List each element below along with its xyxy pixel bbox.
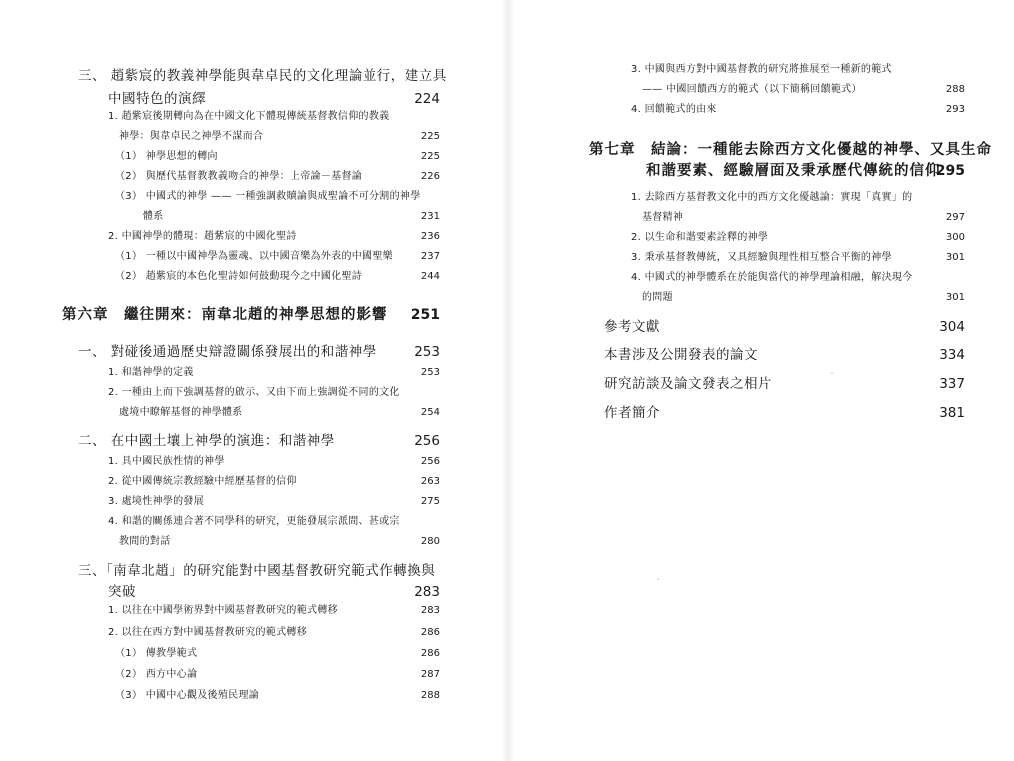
toc-page-number: 297	[945, 212, 965, 223]
toc-page-number: 225	[420, 131, 440, 142]
toc-page-number: 256	[420, 456, 440, 467]
toc-page-number: 293	[945, 104, 965, 115]
toc-page-number: 254	[420, 407, 440, 418]
toc-page-number: 288	[945, 84, 965, 95]
toc-page-number: 334	[939, 347, 965, 363]
toc-page-number: 256	[414, 433, 440, 449]
toc-page-number: 237	[420, 251, 440, 262]
toc-item: 1. 和諧神學的定義	[108, 367, 194, 378]
toc-subitem: （2） 趙紫宸的本色化聖詩如何鼓動現今之中國化聖詩	[115, 271, 363, 282]
toc-page-number: 283	[420, 605, 440, 616]
toc-subitem: （1） 一種以中國神學為靈魂、以中國音樂為外表的中國聖樂	[115, 251, 393, 262]
toc-page-number: 231	[420, 211, 440, 222]
toc-subitem-cont: 體系	[143, 211, 164, 222]
toc-section-title: 一、 對碰後通過歷史辯證關係發展出的和諧神學	[78, 344, 377, 360]
toc-item: 3. 處境性神學的發展	[108, 496, 205, 507]
toc-item: 3. 秉承基督教傳統，又具經驗與理性相互整合平衡的神學	[631, 252, 892, 263]
toc-subitem: （3） 中國中心觀及後殖民理論	[115, 690, 260, 701]
chapter-6-page: 251	[410, 307, 440, 323]
toc-page-number: 286	[420, 627, 440, 638]
chapter-7-page: 295	[935, 163, 965, 179]
toc-publications: 本書涉及公開發表的論文	[604, 347, 758, 363]
toc-item-cont: 教間的對話	[119, 536, 171, 547]
toc-item-cont: 基督精神	[642, 212, 684, 223]
toc-page-number: 263	[420, 476, 440, 487]
scan-speck	[657, 578, 659, 580]
toc-page-number: 301	[945, 252, 965, 263]
toc-page-number: 301	[945, 292, 965, 303]
toc-page-number: 226	[420, 171, 440, 182]
toc-item: 2. 以生命和諧要素詮釋的神學	[631, 232, 769, 243]
toc-page-number: 300	[945, 232, 965, 243]
chapter-6-title: 第六章 繼往開來：南韋北趙的神學思想的影響	[62, 307, 388, 323]
toc-page-number: 275	[420, 496, 440, 507]
toc-item: 1. 去除西方基督教文化中的西方文化優越論：實現「真實」的	[631, 192, 913, 203]
toc-page-number: 244	[420, 271, 440, 282]
toc-page-number: 287	[420, 669, 440, 680]
toc-page-number: 253	[420, 367, 440, 378]
toc-item: 2. 一種由上而下強調基督的啟示、又由下而上強調從不同的文化	[108, 387, 400, 398]
toc-item: 4. 中國式的神學體系在於能與當代的神學理論相融，解決現今	[631, 272, 913, 283]
toc-subitem: （3） 中國式的神學 —— 一種強調救贖論與成聖論不可分割的神學	[115, 191, 421, 202]
toc-item: 2. 中國神學的體現：趙紫宸的中國化聖詩	[108, 231, 297, 242]
toc-item: 4. 回饋範式的由來	[631, 104, 717, 115]
toc-page-number: 224	[414, 91, 440, 107]
toc-page-number: 280	[420, 536, 440, 547]
toc-page-number: 381	[939, 405, 965, 421]
scan-speck	[831, 372, 833, 374]
toc-item-cont: —— 中國回饋西方的範式（以下簡稱回饋範式）	[642, 84, 862, 95]
toc-subitem: （2） 與歷代基督教教義吻合的神學：上帝論－基督論	[115, 171, 363, 182]
left-page	[0, 0, 505, 761]
toc-item: 1. 具中國民族性情的神學	[108, 456, 225, 467]
toc-item-cont: 處境中瞭解基督的神學體系	[119, 407, 243, 418]
toc-page-number: 337	[939, 376, 965, 392]
right-page	[509, 0, 1014, 761]
toc-item: 1. 以往在中國學術界對中國基督教研究的範式轉移	[108, 605, 338, 616]
toc-page-number: 253	[414, 344, 440, 360]
toc-page-number: 288	[420, 690, 440, 701]
chapter-7-title: 第七章 結論：一種能去除西方文化優越的神學、又具生命	[589, 142, 992, 158]
toc-page-number: 283	[414, 584, 440, 600]
toc-page-number: 286	[420, 648, 440, 659]
toc-item: 4. 和諧的關係連合著不同學科的研究，更能發展宗派間、甚或宗	[108, 516, 400, 527]
toc-section-title-cont: 突破	[108, 584, 136, 600]
chapter-7-title-cont: 和諧要素、經驗層面及秉承歷代傳統的信仰	[646, 163, 941, 179]
toc-subitem: （1） 神學思想的轉向	[115, 151, 218, 162]
toc-page-number: 225	[420, 151, 440, 162]
toc-photos: 研究訪談及論文發表之相片	[604, 376, 772, 392]
toc-page-number: 304	[939, 319, 965, 335]
toc-subitem: （1） 傳教學範式	[115, 648, 198, 659]
toc-section-title: 三、「南韋北趙」的研究能對中國基督教研究範式作轉換與	[78, 563, 436, 579]
toc-references: 參考文獻	[604, 319, 660, 335]
toc-subitem: （2） 西方中心論	[115, 669, 198, 680]
toc-section-title-cont: 中國特色的演繹	[108, 91, 206, 107]
toc-item: 3. 中國與西方對中國基督教的研究將推展至一種新的範式	[631, 64, 892, 75]
toc-item: 2. 從中國傳統宗教經驗中經歷基督的信仰	[108, 476, 297, 487]
toc-author: 作者簡介	[604, 405, 660, 421]
toc-section-title: 二、 在中國土壤上神學的演進：和諧神學	[78, 433, 335, 449]
toc-item-cont: 的問題	[642, 292, 673, 303]
toc-page-number: 236	[420, 231, 440, 242]
toc-item-cont: 神學：與韋卓民之神學不謀而合	[119, 131, 264, 142]
toc-item: 1. 趙紫宸後期轉向為在中國文化下體現傳統基督教信仰的教義	[108, 111, 390, 122]
toc-item: 2. 以往在西方對中國基督教研究的範式轉移	[108, 627, 308, 638]
toc-section-title: 三、 趙紫宸的教義神學能與韋卓民的文化理論並行，建立具	[78, 68, 447, 84]
